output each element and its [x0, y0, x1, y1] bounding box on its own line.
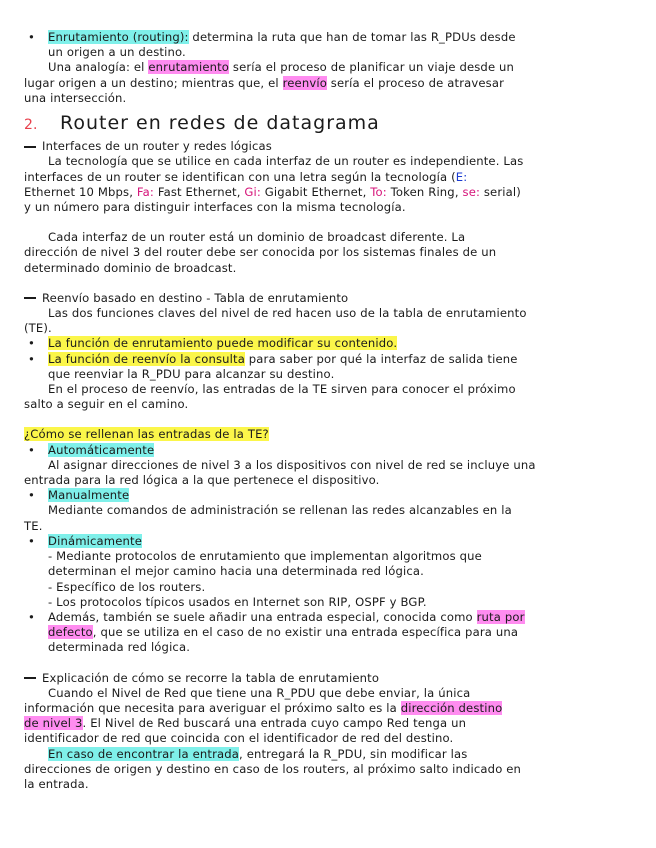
filling-auto-text-line2: entrada para la red lógica a la que pertenece el dispositivo. — [24, 473, 380, 488]
analogy-paragraph-line3: una intersección. — [24, 90, 127, 105]
highlight-ruta-por: ruta por — [476, 609, 525, 624]
dynamic-item-3: - Los protocolos típicos usados en Internet son RIP, OSPF y BGP. — [48, 594, 427, 609]
interfaces-subtitle: Interfaces de un router y redes lógicas — [24, 139, 634, 154]
interfaces-paragraph: La tecnología que se utilice en cada interfaz de un router es independiente. Las — [48, 154, 524, 169]
highlight-defecto: defecto — [48, 625, 93, 640]
forwarding-bullet-1: • La función de enrutamiento puede modificar su contenido. — [24, 336, 634, 351]
broadcast-paragraph: Cada interfaz de un router está un dominio de broadcast diferente. La — [48, 230, 466, 245]
filling-auto-text: Al asignar direcciones de nivel 3 a los dispositivos con nivel de red se incluye una — [48, 457, 536, 472]
dash-icon — [24, 677, 36, 679]
next-hop-paragraph: En el proceso de reenvío, las entradas de la TE sirven para conocer el próximo — [48, 382, 516, 397]
forwarding-subtitle: Reenvío basado en destino - Tabla de enrutamiento — [24, 291, 634, 306]
delivery-paragraph-line2: direcciones de origen y destino en caso de los routers, al próximo salto indicado en — [24, 761, 522, 776]
routing-definition-cont: un origen a un destino. — [48, 45, 186, 60]
filling-manual: • Manualmente — [24, 488, 634, 503]
filling-auto: • Automáticamente — [24, 443, 634, 458]
broadcast-paragraph-line3: determinado dominio de broadcast. — [24, 260, 237, 275]
dynamic-item-1-cont: determinan el mejor camino hacia una determinada red lógica. — [48, 564, 425, 579]
code-e: E: — [455, 169, 468, 184]
forwarding-paragraph-line2: (TE). — [24, 321, 52, 336]
next-hop-paragraph-line2: salto a seguir en el camino. — [24, 397, 189, 412]
section-number: 2. — [24, 117, 38, 134]
filling-question: ¿Cómo se rellenan las entradas de la TE? — [24, 427, 269, 442]
forwarding-paragraph: Las dos funciones claves del nivel de red hacen uso de la tabla de enrutamiento — [48, 306, 527, 321]
analogy-paragraph: Una analogía: el enrutamiento sería el proceso de planificar un viaje desde un — [48, 60, 515, 75]
forwarding-bullet-2-cont: que reenviar la R_PDU para alcanzar su destino. — [48, 366, 335, 381]
default-route-cont: defecto, que se utiliza en el caso de no existir una entrada específica para una — [48, 625, 519, 640]
traversal-paragraph-line3: de nivel 3. El Nivel de Red buscará una entrada cuyo campo Red tenga un — [24, 716, 467, 731]
traversal-paragraph-line2: información que necesita para averiguar el próximo salto es la dirección destino — [24, 700, 503, 715]
dash-icon — [24, 297, 36, 299]
filling-dynamic: • Dinámicamente — [24, 534, 634, 549]
dynamic-item-1: - Mediante protocolos de enrutamiento que implementan algoritmos que — [48, 549, 482, 564]
filling-manual-text: Mediante comandos de administración se rellenan las redes alcanzables en la — [48, 503, 512, 518]
code-to: To: — [370, 184, 387, 199]
highlight-enrutamiento: enrutamiento — [148, 60, 230, 75]
routing-definition: • Enrutamiento (routing): determina la ruta que han de tomar las R_PDUs desde — [24, 30, 634, 45]
code-se: se: — [462, 184, 481, 199]
dynamic-item-2: - Específico de los routers. — [48, 579, 206, 594]
traversal-paragraph-line4: identificador de red que coincida con el identificador de red del destino. — [24, 731, 454, 746]
code-gi: Gi: — [244, 184, 261, 199]
broadcast-paragraph-line2: dirección de nivel 3 del router debe ser conocida por los sistemas finales de un — [24, 245, 497, 260]
delivery-paragraph-line3: la entrada. — [24, 776, 89, 791]
default-route-end: determinada red lógica. — [48, 640, 191, 655]
dash-icon — [24, 146, 36, 148]
highlight-nivel-3: de nivel 3 — [24, 716, 83, 731]
interfaces-codes-line2: Ethernet 10 Mbps, Fa: Fast Ethernet, Gi: Gigabit Ethernet, To: Token Ring, se: serial) — [24, 184, 521, 199]
code-fa: Fa: — [136, 184, 154, 199]
analogy-paragraph-line2: lugar origen a un destino; mientras que, el reenvío sería el proceso de atravesar — [24, 75, 505, 90]
default-route-bullet: • Además, también se suele añadir una entrada especial, conocida como ruta por — [24, 610, 634, 625]
routing-term: Enrutamiento (routing): — [48, 30, 189, 44]
forwarding-bullet-2: • La función de reenvío la consulta para saber por qué la interfaz de salida tiene — [24, 352, 634, 367]
filling-manual-text-line2: TE. — [24, 518, 43, 533]
traversal-paragraph: Cuando el Nivel de Red que tiene una R_PDU que debe enviar, la única — [48, 685, 471, 700]
traversal-subtitle: Explicación de cómo se recorre la tabla de enrutamiento — [24, 671, 634, 686]
highlight-direccion-destino: dirección destino — [400, 700, 503, 715]
highlight-reenvio: reenvío — [282, 75, 327, 90]
section-title: Router en redes de datagrama — [60, 112, 380, 135]
interfaces-paragraph-end: y un número para distinguir interfaces con la misma tecnología. — [24, 200, 406, 215]
section-heading — [24, 112, 634, 135]
interfaces-codes: interfaces de un router se identifican con una letra según la tecnología (E: — [24, 169, 468, 184]
delivery-paragraph: En caso de encontrar la entrada, entregará la R_PDU, sin modificar las — [48, 746, 468, 761]
